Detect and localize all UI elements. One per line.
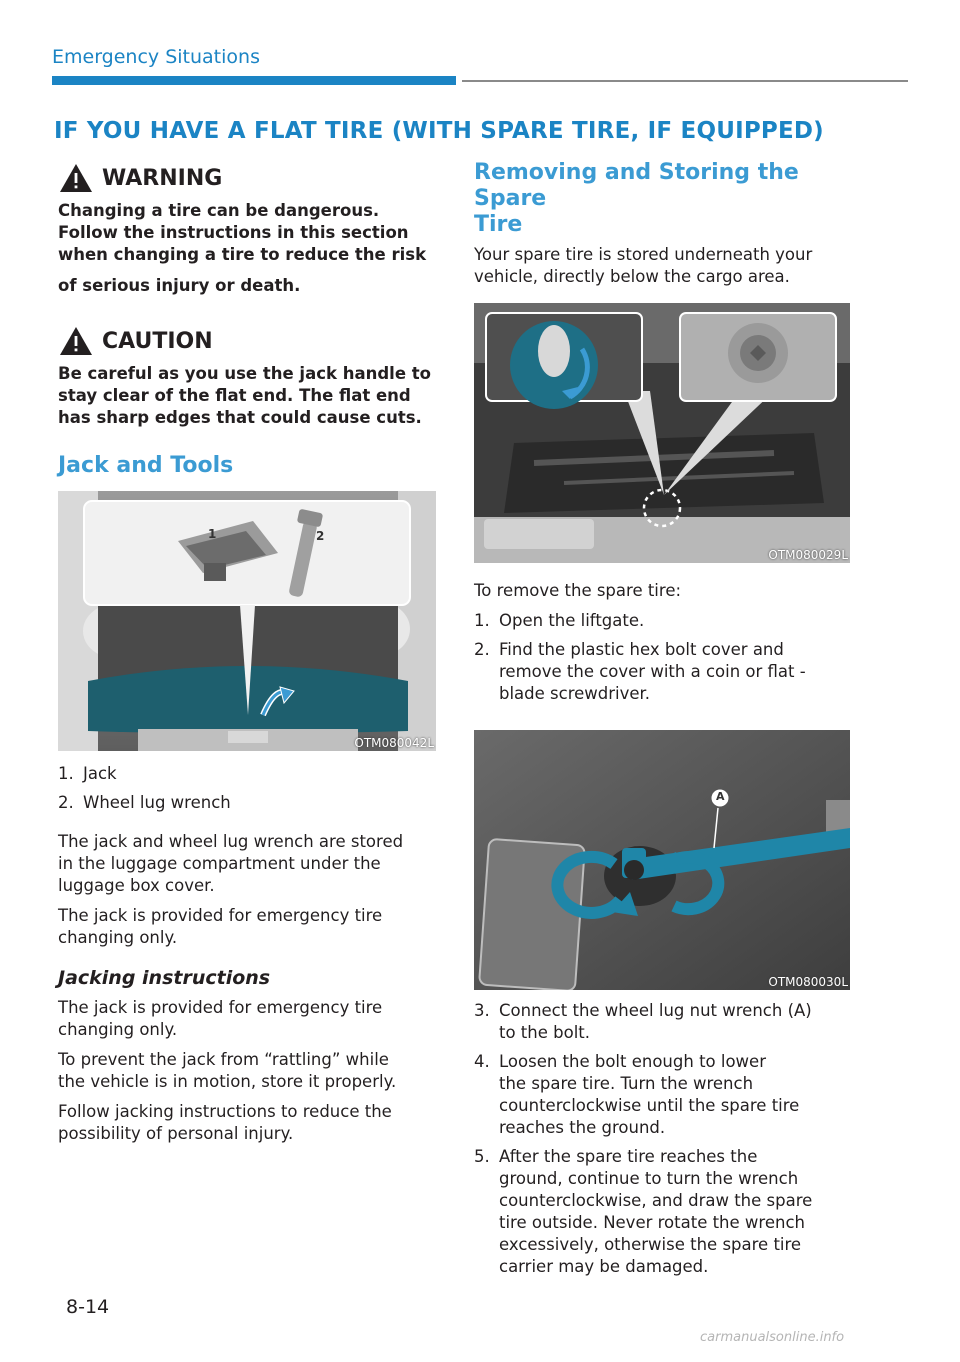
text-line: ground, continue to turn the wrench	[499, 1169, 799, 1188]
spare-tire-heading	[474, 160, 852, 238]
text-line: Loosen the bolt enough to lower	[499, 1052, 766, 1071]
caution-line: stay clear of the flat end. The flat end	[58, 386, 411, 405]
jack-tools-figure	[58, 491, 436, 751]
jacking-paragraph	[58, 997, 436, 1041]
figure-code: OTM080029L	[768, 548, 848, 562]
spare-steps-a	[474, 610, 852, 705]
list-item	[58, 763, 436, 785]
caution-line: Be careful as you use the jack handle to	[58, 364, 431, 383]
spare-steps-b	[474, 1000, 852, 1278]
item-number: 2.	[58, 793, 74, 812]
item-text: Jack	[83, 764, 117, 783]
jack-tools-paragraph	[58, 905, 436, 949]
wrench-illustration	[474, 730, 850, 990]
text-line: in the luggage compartment under the	[58, 854, 381, 873]
spare-intro	[474, 244, 852, 288]
step-number: 2.	[474, 640, 490, 659]
text-line: The jack is provided for emergency tire	[58, 906, 383, 925]
text-line: to the bolt.	[499, 1023, 590, 1042]
jack-tools-heading: Jack and Tools	[58, 453, 234, 478]
step-text	[499, 639, 806, 705]
header-rule-blue	[52, 76, 456, 85]
list-item	[474, 1146, 852, 1278]
step-number: 3.	[474, 1001, 490, 1020]
text-line: changing only.	[58, 928, 178, 947]
text-line: blade screwdriver.	[499, 684, 651, 703]
item-text: Wheel lug wrench	[83, 793, 231, 812]
jacking-paragraph	[58, 1101, 436, 1145]
jacking-heading: Jacking instructions	[58, 967, 271, 989]
header-rule-gray	[462, 80, 908, 82]
jack-tools-paragraph	[58, 831, 436, 897]
text-line: Connect the wheel lug nut wrench (A)	[499, 1001, 812, 1020]
right-column	[474, 160, 852, 1285]
spare-bolt-cover-figure	[474, 303, 850, 563]
text-line: the spare tire. Turn the wrench	[499, 1074, 754, 1093]
warning-line: Changing a tire can be dangerous.	[58, 201, 380, 220]
caution-triangle-icon	[58, 325, 94, 357]
text-line: possibility of personal injury.	[58, 1124, 294, 1143]
text-line: The jack and wheel lug wrench are stored	[58, 832, 404, 851]
text-line: the vehicle is in motion, store it properly.	[58, 1072, 397, 1091]
warning-triangle-icon	[58, 162, 94, 194]
jacking-paragraph	[58, 1049, 436, 1093]
text-line: excessively, otherwise the spare tire	[499, 1235, 802, 1254]
caution-line: has sharp edges that could cause cuts.	[58, 408, 422, 427]
caution-label: CAUTION	[102, 328, 213, 354]
bolt-cover-illustration	[474, 303, 850, 563]
list-item	[474, 639, 852, 705]
warning-label: WARNING	[102, 165, 223, 191]
text-line: counterclockwise, and draw the spare	[499, 1191, 813, 1210]
left-column	[58, 160, 436, 1145]
text-line: Open the liftgate.	[499, 611, 645, 630]
step-text	[499, 1000, 812, 1044]
watermark: carmanualsonline.info	[700, 1330, 845, 1345]
warning-line: Follow the instructions in this section	[58, 223, 409, 242]
heading-line: Removing and Storing the Spare	[474, 160, 799, 211]
callout-2: 2	[316, 529, 325, 543]
list-item	[474, 1000, 852, 1044]
text-line: Follow jacking instructions to reduce the	[58, 1102, 392, 1121]
jack-tools-list	[58, 763, 436, 814]
cargo-area-illustration	[58, 491, 436, 751]
figure-code: OTM080042L	[354, 736, 434, 750]
text-line: luggage box cover.	[58, 876, 215, 895]
text-line: changing only.	[58, 1020, 178, 1039]
text-line: After the spare tire reaches the	[499, 1147, 758, 1166]
step-number: 1.	[474, 611, 490, 630]
warning-line: of serious injury or death.	[58, 276, 301, 295]
figure-code: OTM080030L	[768, 975, 848, 989]
callout-1: 1	[208, 527, 217, 541]
text-line: remove the cover with a coin or flat -	[499, 662, 806, 681]
list-item	[58, 792, 436, 814]
warning-line: when changing a tire to reduce the risk	[58, 245, 427, 264]
section-title: IF YOU HAVE A FLAT TIRE (WITH SPARE TIRE, IF EQUIPPED)	[54, 118, 824, 144]
text-line: tire outside. Never rotate the wrench	[499, 1213, 805, 1232]
step-text	[499, 1146, 812, 1278]
text-line: Your spare tire is stored underneath your	[474, 245, 813, 264]
step-text	[499, 1051, 799, 1139]
heading-line: Tire	[474, 212, 523, 237]
steps-intro: To remove the spare tire:	[474, 581, 682, 600]
step-text	[499, 610, 644, 632]
list-item	[474, 1051, 852, 1139]
wrench-bolt-figure	[474, 730, 850, 990]
text-line: reaches the ground.	[499, 1118, 666, 1137]
text-line: counterclockwise until the spare tire	[499, 1096, 800, 1115]
warning-notice	[58, 160, 436, 297]
running-head: Emergency Situations	[52, 46, 260, 68]
list-item	[474, 610, 852, 632]
step-number: 4.	[474, 1052, 490, 1071]
text-line: To prevent the jack from “rattling” while	[58, 1050, 389, 1069]
callout-a: A	[716, 790, 725, 803]
text-line: carrier may be damaged.	[499, 1257, 709, 1276]
page-number: 8-14	[66, 1296, 110, 1318]
text-line: The jack is provided for emergency tire	[58, 998, 383, 1017]
step-number: 5.	[474, 1147, 490, 1166]
caution-notice	[58, 323, 436, 429]
item-number: 1.	[58, 764, 74, 783]
text-line: vehicle, directly below the cargo area.	[474, 267, 790, 286]
text-line: Find the plastic hex bolt cover and	[499, 640, 784, 659]
